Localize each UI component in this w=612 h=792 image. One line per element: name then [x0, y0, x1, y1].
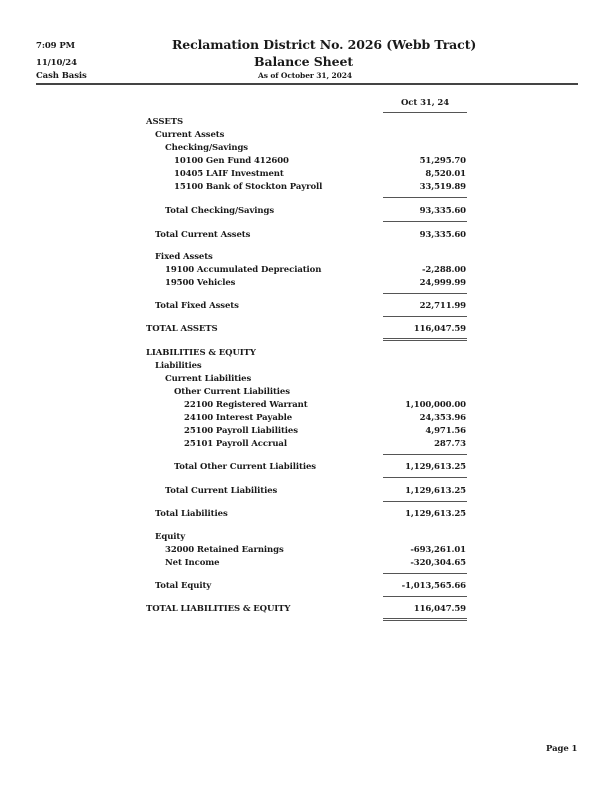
subtotal-rule	[383, 477, 467, 478]
row-label: Total Current Assets	[155, 230, 251, 240]
subtotal-rule	[383, 316, 467, 317]
column-header-rule	[383, 112, 467, 113]
row-label: Total Equity	[155, 581, 212, 591]
row-label: Equity	[155, 532, 186, 542]
row-label: Total Liabilities	[155, 509, 228, 519]
double-rule-bottom	[383, 340, 467, 341]
row-label: Fixed Assets	[155, 252, 213, 262]
double-rule-top	[383, 618, 467, 619]
page-number: Page 1	[546, 744, 578, 754]
subtotal-rule	[383, 197, 467, 198]
row-label: Total Checking/Savings	[165, 206, 275, 216]
row-value: 1,129,613.25	[405, 462, 466, 472]
row-label: 25100 Payroll Liabilities	[184, 426, 298, 436]
row-value: 24,353.96	[419, 413, 466, 423]
row-label: TOTAL LIABILITIES & EQUITY	[146, 604, 291, 614]
row-value: 116,047.59	[413, 604, 466, 614]
subtotal-rule	[383, 293, 467, 294]
row-value: 287.73	[434, 439, 466, 449]
row-label: Net Income	[165, 558, 220, 568]
row-label: Current Assets	[155, 130, 225, 140]
row-label: 25101 Payroll Accrual	[184, 439, 287, 449]
row-label: 19500 Vehicles	[165, 278, 236, 288]
row-value: 93,335.60	[419, 230, 466, 240]
row-value: 24,999.99	[419, 278, 466, 288]
row-value: -693,261.01	[410, 545, 466, 555]
subtotal-rule	[383, 573, 467, 574]
row-label: 22100 Registered Warrant	[184, 400, 308, 410]
subtotal-rule	[383, 596, 467, 597]
report-as-of: As of October 31, 2024	[258, 71, 352, 80]
row-value: 8,520.01	[425, 169, 466, 179]
row-label: 32000 Retained Earnings	[165, 545, 284, 555]
row-label: TOTAL ASSETS	[146, 324, 218, 334]
row-value: -320,304.65	[410, 558, 466, 568]
subtotal-rule	[383, 454, 467, 455]
row-label: 10100 Gen Fund 412600	[174, 156, 289, 166]
report-time: 7:09 PM	[36, 41, 75, 51]
row-label: 10405 LAIF Investment	[174, 169, 284, 179]
row-label: ASSETS	[146, 117, 184, 127]
row-label: Total Fixed Assets	[155, 301, 239, 311]
double-rule-bottom	[383, 620, 467, 621]
column-header-date: Oct 31, 24	[401, 98, 450, 108]
row-label: Other Current Liabilities	[174, 387, 290, 397]
row-value: 4,971.56	[425, 426, 466, 436]
row-value: 33,519.89	[419, 182, 466, 192]
row-value: -2,288.00	[421, 265, 466, 275]
row-value: 1,100,000.00	[405, 400, 466, 410]
row-value: 1,129,613.25	[405, 509, 466, 519]
row-label: 24100 Interest Payable	[184, 413, 293, 423]
report-date: 11/10/24	[36, 58, 77, 68]
report-title: Balance Sheet	[254, 54, 354, 69]
header-divider	[36, 83, 578, 85]
report-basis: Cash Basis	[36, 71, 87, 81]
row-value: 116,047.59	[413, 324, 466, 334]
row-value: -1,013,565.66	[401, 581, 466, 591]
row-label: Current Liabilities	[165, 374, 252, 384]
row-value: 22,711.99	[419, 301, 466, 311]
row-label: LIABILITIES & EQUITY	[146, 348, 256, 358]
row-value: 1,129,613.25	[405, 486, 466, 496]
company-name: Reclamation District No. 2026 (Webb Tract)	[172, 37, 477, 52]
row-value: 51,295.70	[419, 156, 466, 166]
double-rule-top	[383, 338, 467, 339]
row-label: Total Other Current Liabilities	[174, 462, 316, 472]
row-label: Checking/Savings	[165, 143, 248, 153]
row-label: Total Current Liabilities	[165, 486, 278, 496]
row-label: 15100 Bank of Stockton Payroll	[174, 182, 323, 192]
subtotal-rule	[383, 221, 467, 222]
row-label: 19100 Accumulated Depreciation	[165, 265, 322, 275]
row-label: Liabilities	[155, 361, 202, 371]
subtotal-rule	[383, 501, 467, 502]
row-value: 93,335.60	[419, 206, 466, 216]
